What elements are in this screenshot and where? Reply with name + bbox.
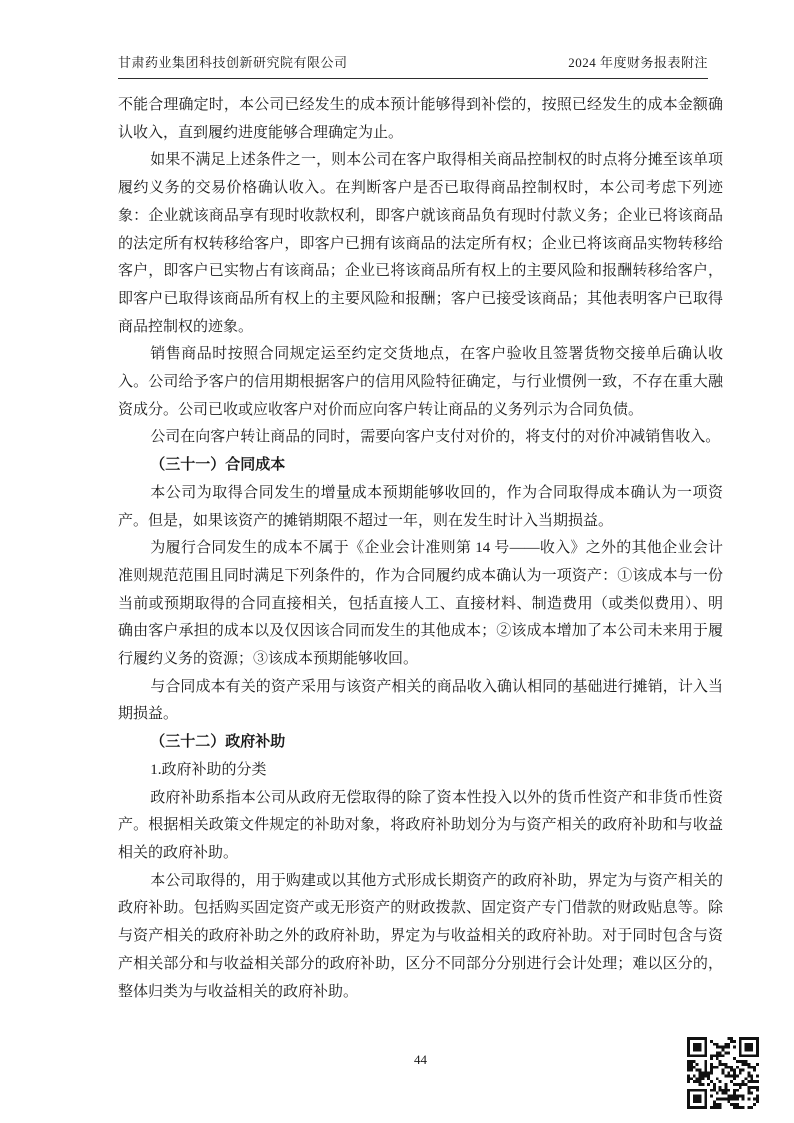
body-paragraph: 如果不满足上述条件之一，则本公司在客户取得相关商品控制权的时点将分摊至该单项履约义务的交易价格确认收入。在判断客户是否已取得商品控制权时，本公司考虑下列迹象：企业就该商品享有现时收款权利，即客户就该商品负有现时付款义务；企业已将该商品的法定所有权转移给客户，即客户已拥有该商品的法定所有权；企业已将该商品实物转移给客户，即客户已实物占有该商品；企业已将该商品所有权上的主要风险和报酬转移给客户，即客户已取得该商品所有权上的主要风险和报酬；客户已接受该商品；其他表明客户已取得商品控制权的迹象。	[118, 152, 723, 335]
page-number: 44	[414, 1052, 427, 1067]
body-paragraph: 不能合理确定时，本公司已经发生的成本预计能够得到补偿的，按照已经发生的成本金额确认收入，直到履约进度能够合理确定为止。	[118, 97, 723, 141]
body-paragraph: 公司在向客户转让商品的同时，需要向客户支付对价的，将支付的对价冲减销售收入。	[150, 429, 721, 446]
section-heading: （三十二）政府补助	[150, 734, 286, 751]
document-body	[118, 92, 723, 1006]
body-paragraph: 政府补助系指本公司从政府无偿取得的除了资本性投入以外的货币性资产和非货币性资产。根据相关政策文件规定的补助对象，将政府补助划分为与资产相关的政府补助和与收益相关的政府补助。	[118, 789, 723, 861]
qr-code	[687, 1037, 759, 1109]
body-paragraph: 1.政府补助的分类	[150, 761, 267, 778]
body-paragraph: 为履行合同发生的成本不属于《企业会计准则第 14 号——收入》之外的其他企业会计准则规范范围且同时满足下列条件的，作为合同履约成本确认为一项资产：①该成本与一份当前或预期取得的合同直接相关，包括直接人工、直接材料、制造费用（或类似费用）、明确由客户承担的成本以及仅因该合同而发生的其他成本；②该成本增加了本公司未来用于履行履约义务的资源；③该成本预期能够收回。	[118, 540, 723, 668]
body-paragraph: 与合同成本有关的资产采用与该资产相关的商品收入确认相同的基础进行摊销，计入当期损益。	[118, 678, 723, 723]
report-title: 2024 年度财务报表附注	[568, 55, 708, 70]
section-heading: （三十一）合同成本	[150, 457, 286, 474]
body-paragraph: 销售商品时按照合同规定运至约定交货地点，在客户验收且签署货物交接单后确认收入。公司给予客户的信用期根据客户的信用风险特征确定，与行业惯例一致，不存在重大融资成分。公司已收或应收客户对价而应向客户转让商品的义务列示为合同负债。	[118, 346, 723, 418]
body-paragraph: 本公司取得的，用于购建或以其他方式形成长期资产的政府补助，界定为与资产相关的政府补助。包括购买固定资产或无形资产的财政拨款、固定资产专门借款的财政贴息等。除与资产相关的政府补助之外的政府补助，界定为与收益相关的政府补助。对于同时包含与资产相关部分和与收益相关部分的政府补助，区分不同部分分别进行会计处理；难以区分的，整体归类为与收益相关的政府补助。	[118, 872, 723, 1000]
body-paragraph: 本公司为取得合同发生的增量成本预期能够收回的，作为合同取得成本确认为一项资产。但是，如果该资产的摊销期限不超过一年，则在发生时计入当期损益。	[118, 484, 723, 529]
page-header	[118, 52, 708, 79]
company-name: 甘肃药业集团科技创新研究院有限公司	[118, 55, 348, 70]
